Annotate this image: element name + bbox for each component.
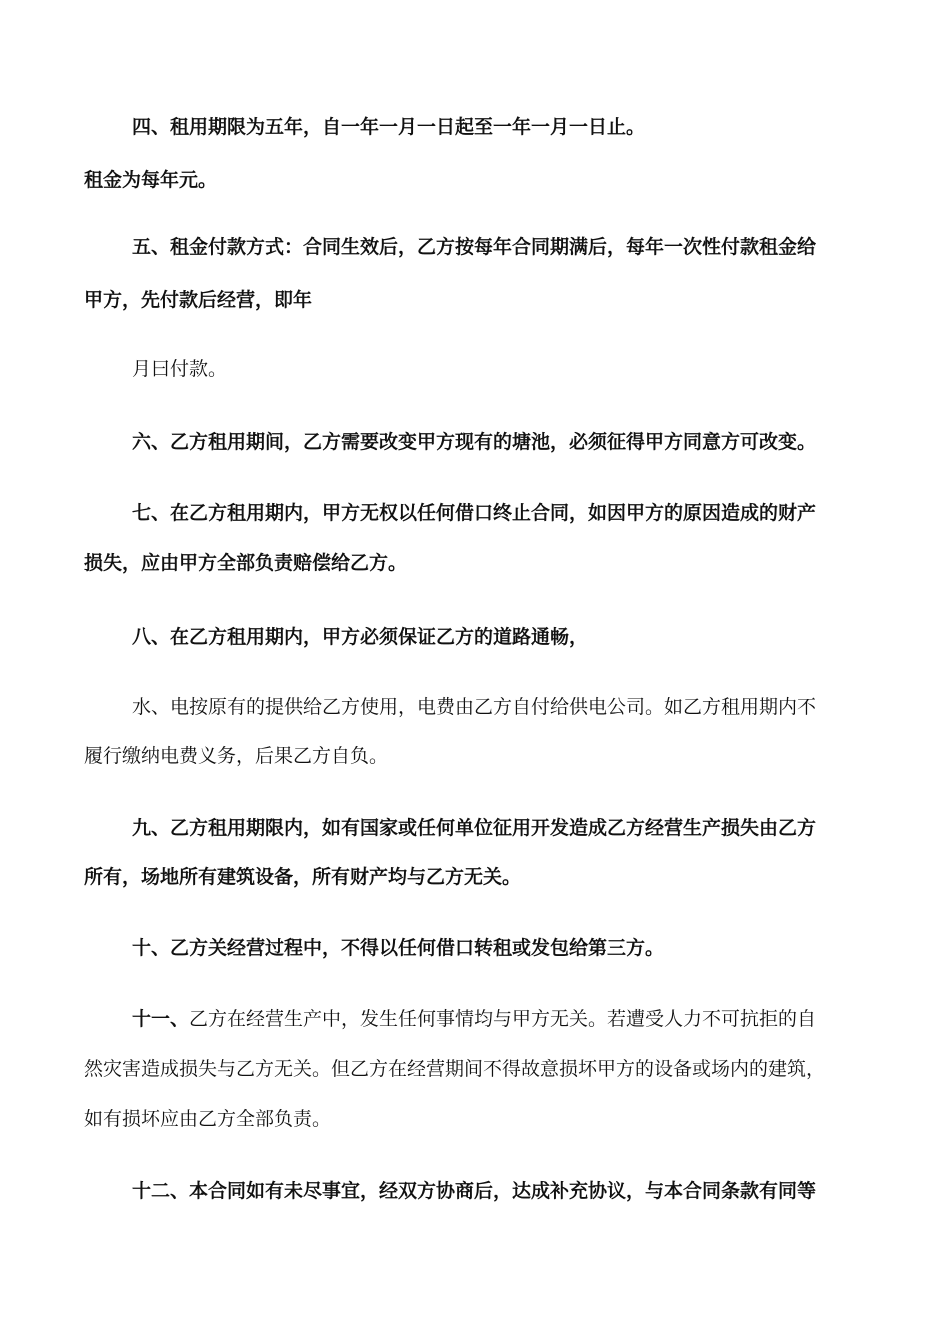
clause-10-line-1: 十、乙方关经营过程中，不得以任何借口转租或发包给第三方。	[132, 937, 665, 959]
clause-5-line-1: 五、租金付款方式：合同生效后，乙方按每年合同期满后，每年一次性付款租金给	[132, 236, 817, 258]
clause-8-line-1: 八、在乙方租用期内，甲方必须保证乙方的道路通畅，	[132, 626, 589, 648]
clause-5-line-3: 月曰付款。	[132, 358, 228, 380]
clause-11-line-3: 如有损坏应由乙方全部负责。	[84, 1108, 332, 1130]
clause-9-line-2: 所有，场地所有建筑设备，所有财产均与乙方无关。	[84, 866, 522, 888]
clause-9-line-1: 九、乙方租用期限内，如有国家或任何单位征用开发造成乙方经营生产损失由乙方	[132, 817, 817, 839]
clause-11-number: 十一、	[132, 1008, 190, 1030]
clause-5-line-2: 甲方，先付款后经营，即年	[84, 289, 313, 311]
clause-8-line-3: 履行缴纳电费义务，后果乙方自负。	[84, 745, 389, 767]
clause-11-text: 乙方在经营生产中，发生任何事情均与甲方无关。若遭受人力不可抗拒的自	[189, 1008, 817, 1030]
clause-7-line-1: 七、在乙方租用期内，甲方无权以任何借口终止合同，如因甲方的原因造成的财产	[132, 502, 817, 524]
clause-11-line-2: 然灾害造成损失与乙方无关。但乙方在经营期间不得故意损坏甲方的设备或场内的建筑，	[84, 1058, 826, 1080]
clause-7-line-2: 损失，应由甲方全部负责赔偿给乙方。	[84, 552, 408, 574]
clause-11-line-1	[132, 1006, 884, 1032]
clause-4-line-1: 四、租用期限为五年，自一年一月一日起至一年一月一日止。	[132, 116, 646, 138]
clause-6-line-1: 六、乙方租用期间，乙方需要改变甲方现有的塘池，必须征得甲方同意方可改变。	[132, 431, 817, 453]
clause-12-line-1: 十二、本合同如有未尽事宜，经双方协商后，达成补充协议，与本合同条款有同等	[132, 1180, 817, 1202]
clause-8-line-2: 水、电按原有的提供给乙方使用，电费由乙方自付给供电公司。如乙方租用期内不	[132, 696, 817, 718]
clause-4-line-2: 租金为每年元。	[84, 169, 218, 191]
